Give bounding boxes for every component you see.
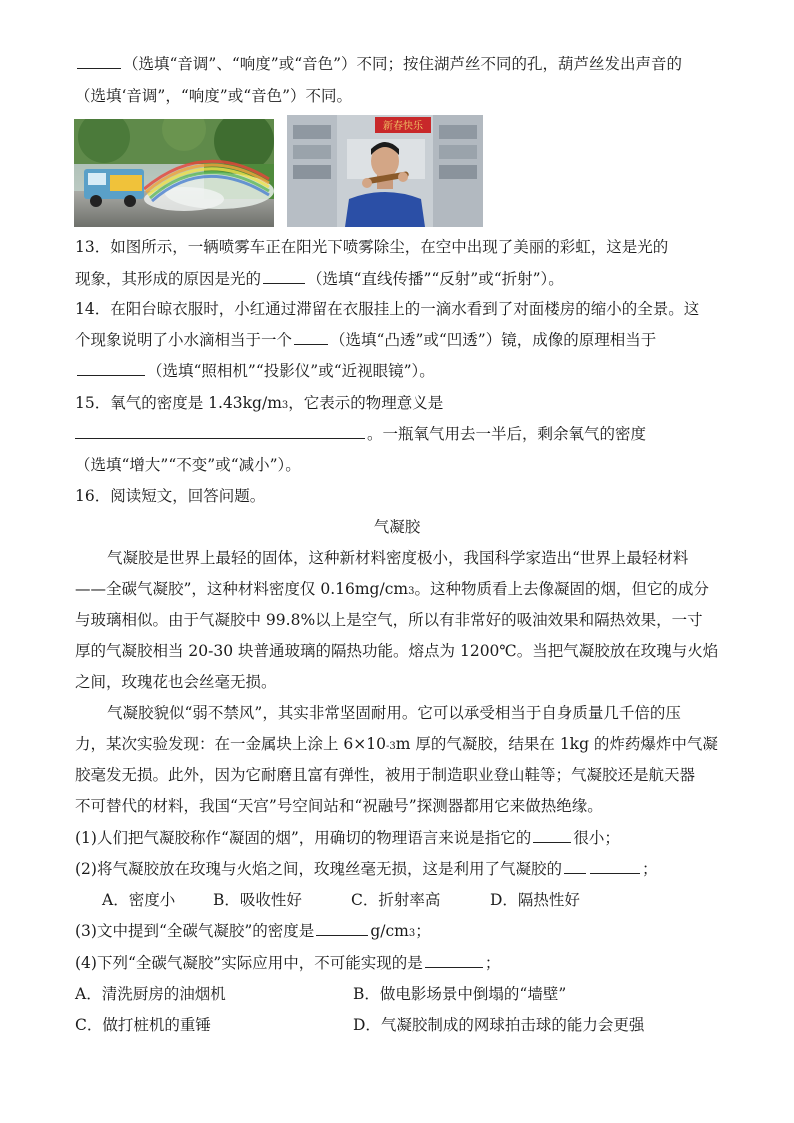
line-text: 气凝胶貌似“弱不禁风”，其实非常坚固耐用。它可以承受相当于自身质量几千倍的压	[107, 704, 681, 722]
paragraph-1-line-1	[107, 548, 688, 568]
line-text: 之间，玫瑰花也会丝毫无损。	[75, 673, 277, 691]
answer-blank[interactable]	[294, 330, 328, 345]
line-text: m 厚的气凝胶，结果在 1kg 的炸药爆炸中气凝	[395, 735, 718, 753]
option-4a[interactable]: A．清洗厨房的油烟机	[75, 985, 226, 1003]
sub-question-3	[75, 921, 431, 944]
question-14-line-1	[75, 299, 699, 319]
subscript: 3	[408, 928, 416, 939]
line-text: (3)文中提到“全碳气凝胶”的密度是	[75, 922, 315, 940]
line-text: （选填“直线传播”“反射”或“折射”）。	[307, 270, 564, 288]
option-2c[interactable]: C．折射率高	[351, 891, 441, 909]
paragraph-1-line-5	[75, 672, 277, 692]
line-text: 胶毫发无损。此外，因为它耐磨且富有弹性，被用于制造职业登山鞋等；气凝胶还是航天器	[75, 766, 696, 784]
line-text: 16．阅读短文，回答问题。	[75, 487, 266, 505]
sub-question-2	[75, 859, 657, 879]
paragraph-1-line-3	[75, 610, 703, 630]
option-4d[interactable]: D．气凝胶制成的网球拍击球的能力会更强	[353, 1016, 645, 1034]
option-2d[interactable]: D．隔热性好	[490, 891, 580, 909]
question-15-line-1	[75, 393, 443, 416]
option-2a[interactable]: A．密度小	[102, 891, 176, 909]
line-text: （选填‘音调”，“响度”或“音色”）不同。	[75, 87, 353, 105]
answer-blank[interactable]	[425, 953, 483, 968]
article-title: 气凝胶	[373, 518, 421, 536]
answer-blank[interactable]	[77, 54, 121, 69]
line-text: 。一瓶氧气用去一半后，剩余氧气的密度	[367, 425, 647, 443]
sub-question-4	[75, 953, 500, 973]
line-text: 13．如图所示，一辆喷雾车正在阳光下喷雾除尘，在空中出现了美丽的彩虹，这是光的	[75, 238, 669, 256]
sub-question-1	[75, 828, 620, 848]
answer-blank[interactable]	[316, 921, 368, 936]
paragraph-1-line-4	[75, 641, 718, 661]
answer-blank[interactable]	[533, 828, 571, 843]
line-text: 厚的气凝胶相当 20-30 块普通玻璃的隔热功能。熔点为 1200℃。当把气凝胶放在玫瑰与火焰	[75, 642, 719, 660]
line-text: （选填“音调”、“响度”或“音色”）不同；按住湖芦丝不同的孔，葫芦丝发出声音的	[123, 55, 683, 73]
answer-blank[interactable]	[75, 424, 365, 439]
paragraph-2-line-3	[75, 765, 695, 785]
line-text: (1)人们把气凝胶称作“凝固的烟”，用确切的物理语言来说是指它的	[75, 829, 532, 847]
line-text: ；	[415, 922, 431, 940]
question-15-line-3	[75, 455, 301, 475]
line-text: 14．在阳台晾衣服时，小红通过滞留在衣服挂上的一滴水看到了对面楼房的缩小的全景。这	[75, 300, 700, 318]
question-16-line	[75, 486, 265, 506]
line-text: 15．氧气的密度是 1.43kg/m	[75, 394, 282, 412]
line-text: ；	[641, 860, 658, 878]
question-12-line-1	[75, 54, 682, 74]
spray-truck-rainbow-photo	[74, 119, 274, 227]
paragraph-2-line-1	[107, 703, 681, 723]
line-text: 个现象说明了小水滴相当于一个	[75, 331, 293, 349]
paragraph-2-line-4	[75, 796, 603, 816]
line-text: ，它表示的物理意义是	[288, 394, 444, 412]
question-14-line-2	[75, 330, 656, 350]
line-text: ——全碳气凝胶”，这种材料密度仅 0.16mg/cm	[75, 580, 409, 598]
subscript: 3	[281, 400, 289, 411]
space-station-illustration	[287, 115, 483, 227]
question-14-line-3	[75, 361, 435, 381]
line-text: （选填“凸透”或“凹透”）镜，成像的原理相当于	[330, 331, 657, 349]
answer-blank[interactable]	[77, 361, 145, 376]
banner-text: 新春快乐	[383, 121, 423, 132]
paragraph-2-line-2	[75, 734, 718, 757]
line-text: (4)下列“全碳气凝胶”实际应用中，不可能实现的是	[75, 954, 423, 972]
option-4b[interactable]: B．做电影场景中倒塌的“墙壁”	[353, 985, 567, 1003]
line-text: 很小；	[573, 829, 620, 847]
line-text: (2)将气凝胶放在玫瑰与火焰之间，玫瑰丝毫无损，这是利用了气凝胶的	[75, 860, 562, 878]
spray-truck-illustration	[74, 119, 274, 227]
question-15-line-2	[75, 424, 646, 444]
answer-blank[interactable]	[263, 269, 305, 284]
line-text: 不可替代的材料，我国“天宫”号空间站和“祝融号”探测器都用它来做热绝缘。	[75, 797, 603, 815]
line-text: 现象，其形成的原因是光的	[75, 270, 262, 288]
paragraph-1-line-2	[75, 579, 709, 602]
option-2b[interactable]: B．吸收性好	[213, 891, 302, 909]
line-text: （选填“增大”“不变”或“减小”）。	[75, 456, 301, 474]
line-text: 力，某次实验发现：在一金属块上涂上 6×10	[75, 735, 387, 753]
line-text: 。这种物质看上去像凝固的烟，但它的成分	[414, 580, 709, 598]
line-text: g/cm	[370, 922, 409, 940]
line-text: ；	[484, 954, 501, 972]
question-13-line-1	[75, 237, 668, 257]
line-text: 与玻璃相似。由于气凝胶中 99.8%以上是空气，所以有非常好的吸油效果和隔热效果，一寸	[75, 611, 703, 629]
option-4c[interactable]: C．做打桩机的重锤	[75, 1016, 211, 1034]
question-12-line-2	[75, 86, 352, 106]
question-13-line-2	[75, 269, 564, 289]
subscript: -3	[386, 741, 396, 752]
line-text: （选填“照相机”“投影仪”或“近视眼镜”）。	[147, 362, 435, 380]
answer-blank[interactable]	[590, 859, 640, 874]
subscript: 3	[408, 586, 415, 597]
astronaut-flute-photo	[287, 115, 483, 227]
line-text: 气凝胶是世界上最轻的固体，这种新材料密度极小，我国科学家造出“世界上最轻材料	[107, 549, 689, 567]
answer-blank[interactable]	[564, 859, 586, 874]
